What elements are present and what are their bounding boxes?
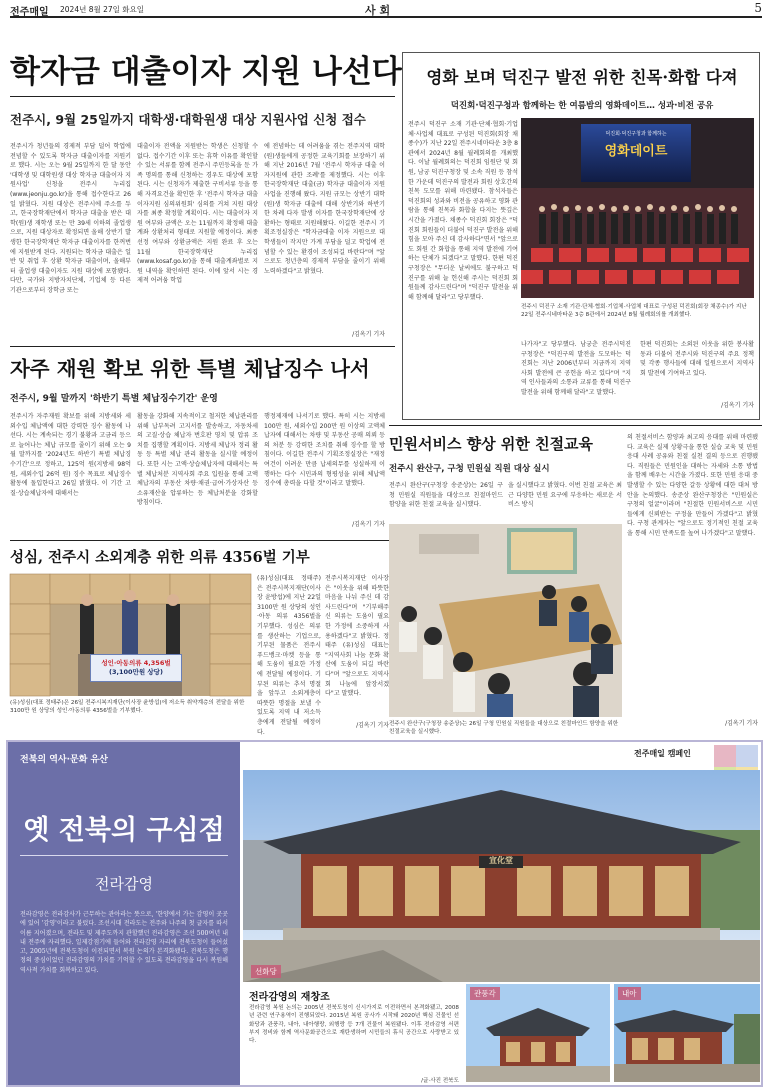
article5-column-3: 의 친절서비스 함양과 최고의 응대를 위해 마련됐다. 교육은 실제 상황극을 통한 실습 교육 및 민원 응대 사례 공유와 친절 실천 결의 등으로 진행됐다. 직원들은 민원인을 대하는 자세와 소통 방법을 함께 배우는 시간을 가졌다. 또한 민원 응대 중 발생할 수 있는 다양한 갈등 상황에 대한 대처 방안을 논의했다. 송준상 완산구청장은 "민원실은 구청의 얼굴"이라며 "친절한 민원서비스로 시민들에게 신뢰받는 구정을 만들어 가겠다"고 밝혔다. 구청 관계자는 "앞으로도 정기적인 친절 교육을 통해 시민 만족도를 높여 나가겠다"고 말했다.: [627, 434, 758, 537]
feature-photo-naea: [614, 984, 760, 1082]
feature-title: 옛 전북의 구심점: [23, 815, 225, 846]
article3-subhead: 전주시, 9월 말까지 '하반기 특별 체납징수기간' 운영: [10, 394, 218, 404]
inset-body: 전라감영 복원 논의는 2005년 전북도청이 신시가지로 이전하면서 본격화됐고, 2008년 관련 연구용역이 진행되었다. 2015년 복원 공사가 시작돼 2020년 핵심 건물인 선화당과 관풍각, 내아, 내아행랑, 외행랑 등 7개 건물이 복원됐다. 이후 전라감영 서편 부지 정비와 함께 역사문화공간으로 재탄생하며 시민들의 휴식 공간으로 사랑받고 있다.: [249, 1005, 459, 1045]
gamyeong-building-illustration: [243, 770, 760, 982]
article3-column-3: 행정제재에 나서기로 했다. 특히 시는 지방세 100만 원, 세외수입 200만 원 이상의 고액체납자에 대해서는 차량 및 부동산 공매 의뢰 등의 처분 등 강력한 조치를 취해 징수를 할 방침이다. 이길한 전주시 기획조정실장은 "재정여건이 어려운 만큼 납세의무를 성실하게 이행하는 다수 시민과의 형평성을 위해 체납액 징수에 총력을 다할 것"이라고 말했다.: [264, 413, 385, 488]
photo-tag-naea: 내아: [618, 987, 641, 1000]
article2-photo-caption: 전주시 덕진구 소재 기관·단체·협회·기업체·사업체 대표로 구성된 덕진회(회장 채종수)가 지난 22일 전주시네마타운 3층 8관에서 2024년 8월 월례회의를 개최했다.: [521, 304, 747, 318]
article2-column-1: 전주시 덕진구 소재 기관·단체·협회·기업체·사업체 대표로 구성된 덕진회(회장 채종수)가 지난 22일 전주시네마타운 3층 8관에서 2024년 8월 월례회의를 개최했다. 이날 월례회의는 덕진회 임원단 및 회원, 남궁 덕진구청장 및 소속 직원 등 참석한 가운데 덕진구의 발전과 회원 상호간의 친목 도모를 위해 마련됐다. 참석자들은 덕진회의 성과와 비전을 공유하고 영화 관람을 통해 친목과 화합을 다지는 뜻깊은 시간을 가졌다. 채종수 덕진회 회장은 "덕진회 회원들이 더불어 덕진구 발전을 위해 힘을 모아 주신 데 감사하다"면서 "앞으로도 회원 간 화합을 통해 지역 발전에 기여하는 단체가 되겠다"고 말했다. 한편 덕진구청장은 "무더운 날씨에도 불구하고 덕진구를 위해 늘 헌신해 주시는 덕진회 회원들께 감사드린다"며 "덕진구 발전을 위해 함께해 달라"고 당부했다.: [408, 121, 518, 301]
feature-heritage-name: 전라감영: [95, 875, 153, 893]
poster-subtitle: 덕진회·덕진구청과 함께하는: [605, 131, 667, 137]
divider: [389, 425, 762, 426]
divider: [10, 346, 395, 347]
donation-banner: [90, 654, 182, 682]
divider: [10, 96, 395, 97]
article4-column-2: 전주시복지재단 이사장은 "이웃을 위해 따뜻한 마음을 나눠 주신 데 감사드린다"며 "기부해주신 의류는 도움이 필요한 가정에 소중하게 사용하겠다"고 밝혔다. 정태주 (유)성심 대표는 "지역사회 나눔 문화 확산에 도움이 되길 바란다"며 "앞으로도 지역사회 나눔에 앞장서겠다"고 말했다.: [325, 575, 389, 698]
photo-tag-gwanpunggak: 관풍각: [470, 987, 500, 1000]
masthead-page-number: 5: [754, 1, 762, 15]
masthead-date: 2024년 8월 27일 화요일: [60, 5, 145, 14]
article2-subhead: 덕진회·덕진구청과 함께하는 한 여름밤의 영화데이트… 성과·비전 공유: [450, 101, 714, 111]
article1-column-2: 대출이자 전액을 지원받는 학생은 신청할 수 없다. 접수기간 이후 또는 휴학 이유를 확인할 수 있는 서류를 함께 전주시 주민등록을 둔 가족 명의를 통해 신청하는 경우도 대상에 포함된다. 시는 신청자가 제출한 구비서류 등을 통해 자격요건을 확인한 후 '전주시 학자금 대출 이자지원 심의위원회' 심의를 거쳐 지원 대상자를 최종 확정할 계획이다. 시는 대출이자 지원 여부와 금액은 오는 11월까지 확정해 대출계좌 상환처리 형태로 지원할 예정이다. 최종 선정 여부와 상환금액은 지원 완료 후 오는 11월 한국장학재단 누리집(www.kosaf.go.kr)을 통해 대출계좌별로 지원 내역을 확인하면 된다. 이에 앞서 시는 경제적 어려움 학업: [137, 143, 258, 285]
article3-column-2: 활동을 강화해 지속적이고 철저한 체납관리를 위해 납부독려 고지서를 발송하고, 자동차세의 고질·상습 체납자 번호판 영치 및 압류 조치를 집행할 계획이다. 지방세 체납자 정리 활동 등 특별 체납 관리 활동을 실시할 예정이다. 또한 시는 고액·상습체납자에 대해서는 특별 체납처분 지역사회 주요 입원을 통해 고액체납자의 부동산 차량·채권·급여·가상자산 등 소유재산을 압류하는 등 체납처분을 강화할 방침이다.: [137, 413, 258, 507]
article4-photo: [10, 574, 251, 696]
article5-photo: [389, 524, 622, 717]
article1-headline: 학자금 대출이자 지원 나선다: [10, 54, 402, 90]
article3-byline: /김옥기 기자: [352, 521, 385, 528]
article5-subhead: 전주시 완산구, 구청 민원실 직원 대상 실시: [389, 464, 550, 474]
masthead: [10, 0, 762, 18]
article4-photo-caption: (유)성심(대표 정태주)은 26일 전주시복지재단(이사장 윤방섭)에 저소득 취약계층의 전달을 위한 3100만 원 상당의 성인·아동의류 4356벌을 기부했다.: [10, 700, 245, 714]
article2-photo: [521, 118, 754, 298]
building-sign: 宣化堂: [489, 855, 513, 865]
donation-banner-line-2: (3,100만원 상당): [109, 668, 163, 676]
article2-byline: /김옥기 기자: [721, 402, 754, 409]
donation-banner-line-1: 성인·아동의류 4,356벌: [101, 659, 171, 667]
poster-title: 영화데이트: [604, 144, 668, 159]
article1-subhead: 전주시, 9월 25일까지 대학생·대학원생 대상 지원사업 신청 접수: [10, 112, 366, 127]
feature-title-divider: [20, 855, 228, 856]
feature-body: 전라감영은 전라감사가 근무하는 관아라는 뜻으로, '한양에서 가는 감영이 곳곳에 있어 '감영'이라고 불렀다. 조선시대 전라도는 전주와 나주의 첫 글자를 따서 이름 지어졌으며, 전라도 및 제주도까지 관할했던 전라감영은 조선 500여년 내내 전주에 자리했다. 일제강점기에 들어와 전라감영 자리에 전북도청이 들어섰고, 2005년에 전북도청이 이전되면서 복원 논의가 본격화됐다. 전북도청은 행정의 중심이었던 전라감영의 가치를 기억할 수 있도록 전라감영을 다시 복원해 역사적 가치를 회복하고 있다.: [20, 911, 228, 974]
feature-main-photo: [243, 770, 760, 982]
article4-headline: 성심, 전주시 소외계층 위한 의류 4356벌 기부: [10, 549, 310, 566]
article3-headline: 자주 재원 확보 위한 특별 체납징수 나서: [10, 357, 370, 381]
photo-tag-seonhwadang: 선화당: [251, 965, 281, 978]
article4-column-1: (유)성심(대표 정태주)은 전주시복지재단(이사장 윤방섭)에 지난 22일 3100만 원 상당의 성인·아동 의류 4356벌을 기부했다. 성심은 의류를 생산하는 기업으로, 기부된 물품은 전주시 푸드뱅크·마켓 등을 통해 도움이 필요한 가정에 전달될 예정이다. 기부된 의류는 추석 명절을 앞두고 소외계층이 따뜻한 명절을 보낼 수 있도록 지역 내 저소득층에게 전달될 예정이다.: [257, 575, 321, 736]
article5-photo-caption: 전주시 완산구(구청장 송준상)는 26일 구청 민원실 직원들을 대상으로 친절마인드 함양을 위한 친절교육을 실시했다.: [389, 721, 619, 735]
inset-byline: /글·사진 전북도: [421, 1078, 459, 1084]
article5-byline: /김옥기 기자: [725, 720, 758, 727]
article5-column-2: 을 실시했다고 밝혔다. 이번 친절 교육은 최근 다양한 민원 요구에 부응하는 새로운 서비스 방식: [508, 482, 622, 509]
feature-section-label: 전북의 역사·문화 유산: [20, 755, 108, 765]
article3-column-1: 전주시가 자주재원 확보를 위해 지방세와 세외수입 체납액에 대한 강력한 징수 활동에 나선다. 시는 계속되는 경기 불황과 고금리 등으로 늘어나는 체납 규모를 줄이기 위해 오는 9월 말까지를 '2024년도 하반기 특별 체납징수기간'으로 정하고, 125억 원(지방세 98억 원, 세외수입 26억 원) 징수 목표로 체납징수 활동에 돌입한다고 26일 밝혔다. 이 기간 고질·상습체납자에 대해서는: [10, 413, 131, 497]
article5-headline: 민원서비스 향상 위한 친절교육: [389, 435, 594, 453]
article1-byline: /김옥기 기자: [352, 331, 385, 338]
article2-column-2: 나가자"고 당부했다. 남궁춘 전주시덕진구청장은 "덕진구의 발전을 도모하는 덕진회는 지난 2006년부터 지금까지 지역사회 발전에 큰 공헌을 하고 있다"며 "지역 인사들과의 소통과 교류를 통해 덕진구 발전을 위해 함께해 달라"고 말했다.: [521, 341, 631, 396]
training-photo-illustration: [389, 524, 622, 717]
article2-column-3: 한편 덕진회는 소외된 이웃을 위한 봉사활동과 더불어 전주시와 덕진구의 주요 정책 및 각종 행사들에 대해 일원으로서 지역사회 발전에 기여하고 있다.: [640, 341, 754, 377]
divider: [10, 540, 395, 541]
masthead-section: 사 회: [365, 4, 391, 17]
article1-column-3: 에 전념하는 데 어려움을 겪는 전주지역 대학(원)생들에게 공정한 교육기회를 보장하기 위해 지난 2016년 7월 '전주시 학자금 대출 이자지원에 관한 조례'를 제정했다. 시는 이후 한국장학재단 대출(금) 학자금 대출이자 지원사업을 진행해 왔다. 지원 규모는 상반기 대학(원)생 학자금 대출에 대해 상반기와 하반기 한 차례 다자 발생 이자를 한국장학재단에 상환하는 형태로 지원해왔다. 이길한 전주시 기획조정실장은 "학자금대출 이자 지원으로 대학생들이 작지만 가계 부담을 덜고 학업에 전념할 수 있는 환경이 조성되길 바란다"며 "앞으로도 청년층의 경제적 부담을 줄이기 위해 노력하겠다"고 밝혔다.: [264, 143, 385, 275]
inset-title: 전라감영의 재창조: [249, 992, 330, 1003]
feature-photo-gwanpunggak: [466, 984, 610, 1082]
campaign-label: 전주매일 캠페인: [634, 749, 691, 758]
article5-column-1: 전주시 완산구(구청장 송준상)는 26일 구청 민원실 직원들을 대상으로 친절마인드 함양을 위한 친절 교육을 실시했다.: [389, 482, 503, 509]
article4-byline: /김옥기 기자: [356, 722, 389, 729]
masthead-paper-name: 전주매일: [10, 7, 49, 18]
article2-headline: 영화 보며 덕진구 발전 위한 친목·화합 다져: [426, 68, 738, 87]
article1-column-1: 전주시가 청년들의 경제적 부담 덜어 학업에 전념할 수 있도록 학자금 대출이자를 지원키로 했다. 시는 오는 9월 25일까지 한 달 동안 '대학생 및 대학원생 대상 학자금 대출이자 지원사업' 신청을 전주시 누리집(www.jeonju.go.kr)을 통해 접수한다고 26일 밝혔다. 지원 대상은 전주시에 주소를 두고, 한국장학재단에서 학자금 대출을 받은 대학(원)생 재학생 또는 만 39세 이하의 졸업생으로, 지원 대상자로 확정되면 올해 상반기 발생한 한국장학재단 학자금 대출이자를 한꺼번에 지원받게 된다. 지원되는 학자금 대출은 일반 및 취업 후 상환 학자금 대출이며, 올해부터 졸업생 대출이자도 지원 대상에 포함됐다. 다만, 국가와 지방자치단체, 기업체 등 다른 기관으로부터 장학금 또는: [10, 143, 131, 294]
